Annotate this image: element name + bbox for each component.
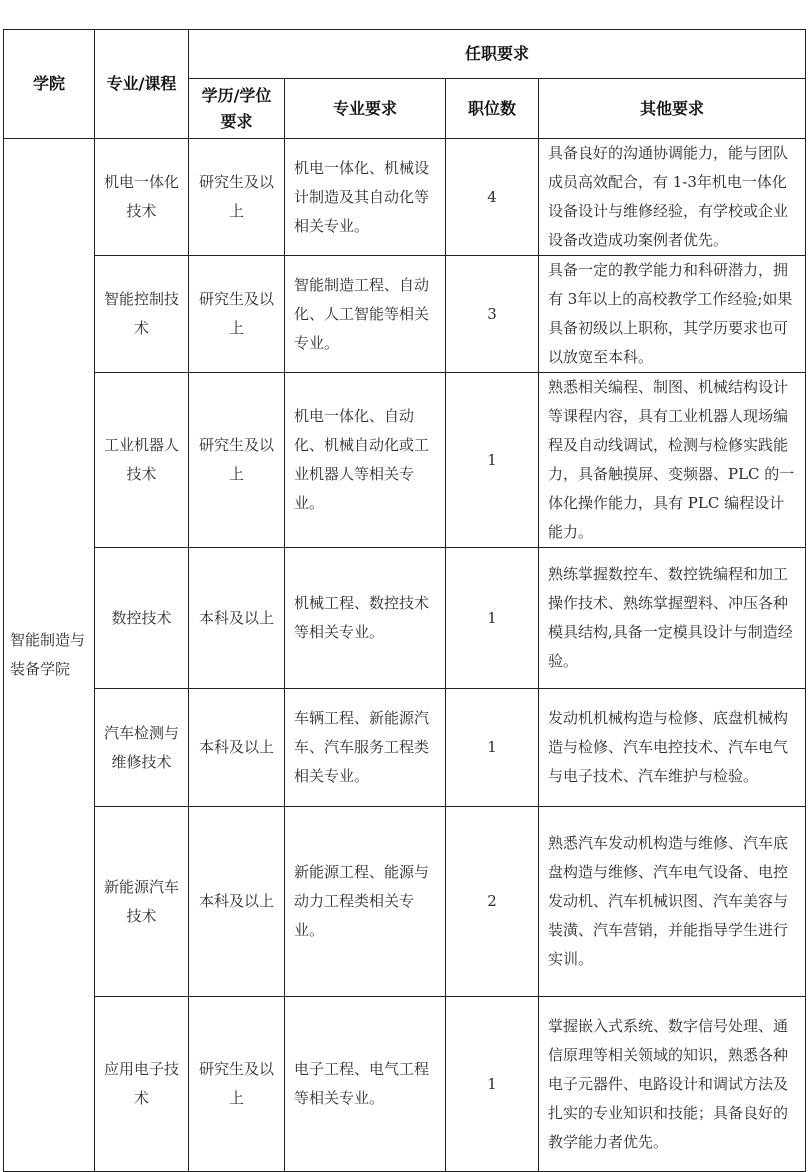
recruitment-table bbox=[3, 29, 806, 1172]
education-cell: 研究生及以上 bbox=[189, 373, 285, 548]
education-cell: 本科及以上 bbox=[189, 807, 285, 997]
table-row bbox=[4, 373, 806, 548]
positions-cell: 1 bbox=[446, 689, 539, 807]
major-cell: 应用电子技术 bbox=[95, 997, 189, 1172]
education-cell: 本科及以上 bbox=[189, 548, 285, 689]
specialty-cell: 车辆工程、新能源汽车、汽车服务工程类相关专业。 bbox=[285, 689, 446, 807]
specialty-cell: 智能制造工程、自动化、人工智能等相关专业。 bbox=[285, 256, 446, 373]
header-education: 学历/学位要求 bbox=[189, 79, 285, 139]
other-cell: 具备良好的沟通协调能力，能与团队成员高效配合，有 1-3年机电一体化设备设计与维修经验，有学校或企业设备改造成功案例者优先。 bbox=[539, 139, 806, 256]
other-cell: 掌握嵌入式系统、数字信号处理、通信原理等相关领域的知识，熟悉各种电子元器件、电路设计和调试方法及扎实的专业知识和技能；具备良好的教学能力者优先。 bbox=[539, 997, 806, 1172]
table-row bbox=[4, 256, 806, 373]
header-college: 学院 bbox=[4, 30, 95, 139]
other-cell: 具备一定的教学能力和科研潜力，拥有 3年以上的高校教学工作经验;如果具备初级以上职称，其学历要求也可以放宽至本科。 bbox=[539, 256, 806, 373]
header-positions: 职位数 bbox=[446, 79, 539, 139]
college-cell: 智能制造与装备学院 bbox=[4, 139, 95, 1172]
other-cell: 发动机机械构造与检修、底盘机械构造与检修、汽车电控技术、汽车电气与电子技术、汽车维护与检验。 bbox=[539, 689, 806, 807]
header-specialty: 专业要求 bbox=[285, 79, 446, 139]
major-cell: 机电一体化技术 bbox=[95, 139, 189, 256]
table-row bbox=[4, 997, 806, 1172]
table-row bbox=[4, 139, 806, 256]
positions-cell: 2 bbox=[446, 807, 539, 997]
positions-cell: 3 bbox=[446, 256, 539, 373]
positions-cell: 1 bbox=[446, 997, 539, 1172]
other-cell: 熟悉相关编程、制图、机械结构设计等课程内容，具有工业机器人现场编程及自动线调试，检测与检修实践能力，具备触摸屏、变频器、PLC 的一体化操作能力，具有 PLC 编程设计能力。 bbox=[539, 373, 806, 548]
specialty-cell: 电子工程、电气工程等相关专业。 bbox=[285, 997, 446, 1172]
table-row bbox=[4, 807, 806, 997]
education-cell: 研究生及以上 bbox=[189, 997, 285, 1172]
positions-cell: 4 bbox=[446, 139, 539, 256]
table-row bbox=[4, 548, 806, 689]
education-cell: 研究生及以上 bbox=[189, 139, 285, 256]
specialty-cell: 新能源工程、能源与动力工程类相关专业。 bbox=[285, 807, 446, 997]
other-cell: 熟练掌握数控车、数控铣编程和加工操作技术、熟练掌握塑料、冲压各种模具结构,具备一定模具设计与制造经验。 bbox=[539, 548, 806, 689]
table-row bbox=[4, 689, 806, 807]
major-cell: 工业机器人技术 bbox=[95, 373, 189, 548]
positions-cell: 1 bbox=[446, 548, 539, 689]
education-cell: 本科及以上 bbox=[189, 689, 285, 807]
specialty-cell: 机械工程、数控技术等相关专业。 bbox=[285, 548, 446, 689]
positions-cell: 1 bbox=[446, 373, 539, 548]
major-cell: 数控技术 bbox=[95, 548, 189, 689]
other-cell: 熟悉汽车发动机构造与维修、汽车底盘构造与维修、汽车电气设备、电控发动机、汽车机械识图、汽车美容与装潢、汽车营销，并能指导学生进行实训。 bbox=[539, 807, 806, 997]
specialty-cell: 机电一体化、自动化、机械自动化或工业机器人等相关专业。 bbox=[285, 373, 446, 548]
header-major: 专业/课程 bbox=[95, 30, 189, 139]
major-cell: 汽车检测与维修技术 bbox=[95, 689, 189, 807]
education-cell: 研究生及以上 bbox=[189, 256, 285, 373]
specialty-cell: 机电一体化、机械设计制造及其自动化等相关专业。 bbox=[285, 139, 446, 256]
header-requirements: 任职要求 bbox=[189, 30, 806, 79]
major-cell: 智能控制技术 bbox=[95, 256, 189, 373]
header-other: 其他要求 bbox=[539, 79, 806, 139]
major-cell: 新能源汽车技术 bbox=[95, 807, 189, 997]
